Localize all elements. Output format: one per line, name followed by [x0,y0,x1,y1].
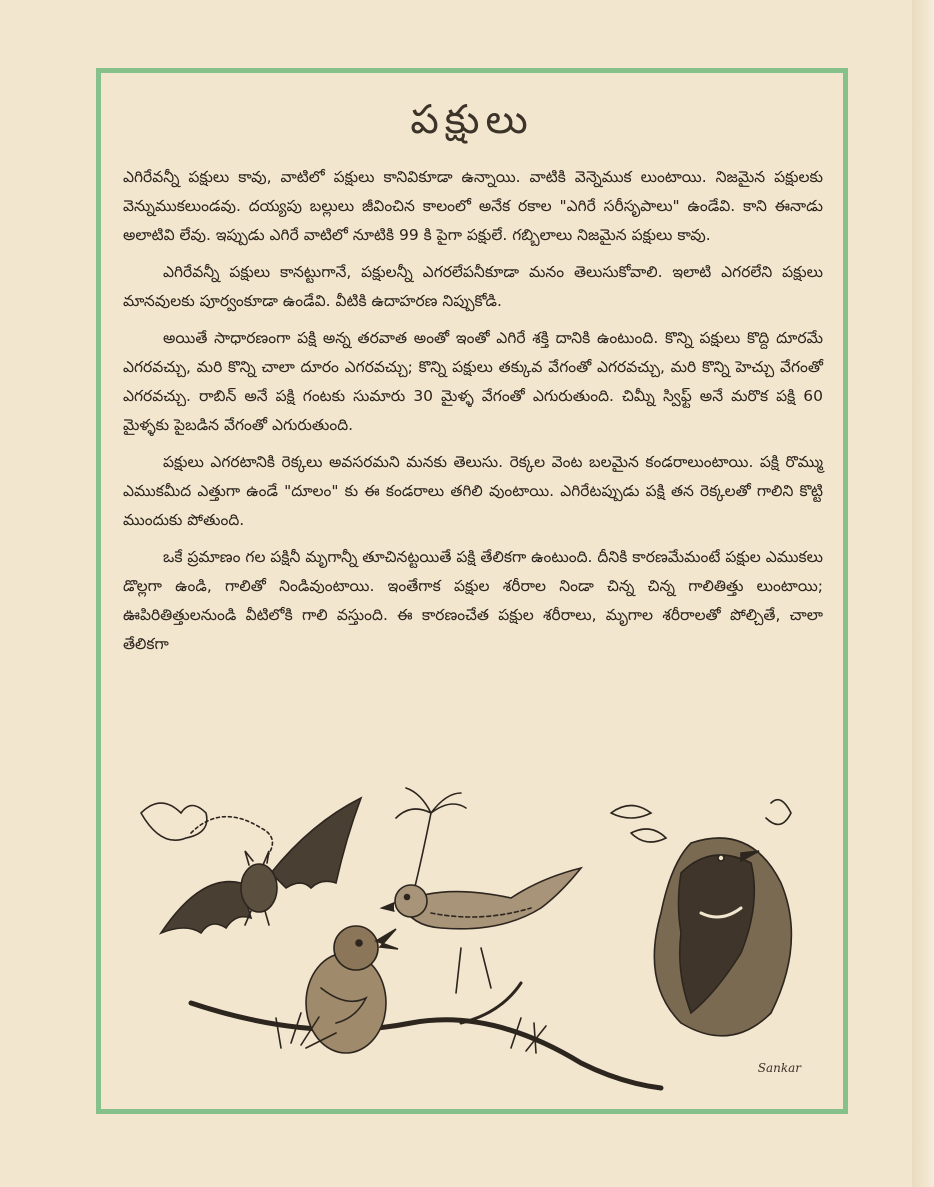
paragraph-5: ఒకే ప్రమాణం గల పక్షినీ మృగాన్నీ తూచినట్టయితే పక్షి తేలికగా ఉంటుంది. దీనికి కారణమేమంటే పక్షుల ఎముకలు డొల్లగా ఉండి, గాలితో నిండివుంటాయి. ఇంతేగాక పక్షుల శరీరాల నిండా చిన్న చిన్న గాలితిత్తు లుంటాయి; ఊపిరితిత్తులనుండి వీటిలోకి గాలి వస్తుంది. ఈ కారణంచేత పక్షుల శరీరాలు, మృగాల శరీరాలతో పోల్చితే, చాలా తేలికగా [123,548,823,653]
bush-icon [141,803,207,840]
bat-icon [161,798,361,933]
branch-icon [191,1003,661,1088]
page-frame [96,68,848,1114]
birds-and-bat-illustration [131,773,821,1093]
artist-signature: Sankar [757,1061,801,1075]
paragraph-1: ఎగిరేవన్నీ పక్షులు కావు, వాటిలో పక్షులు కానివికూడా ఉన్నాయి. వాటికి వెన్నెముక లుంటాయి. నిజమైన పక్షులకు వెన్నుముకలుండవు. దయ్యపు బల్లులు జీవించిన కాలంలో అనేక రకాల "ఎగిరే సరీసృపాలు" ఉండేవి. కాని ఈనాడు అలాటివి లేవు. ఇప్పుడు ఎగిరే వాటిలో నూటికి 99 కి పైగా పక్షులే. గబ్బిలాలు నిజమైన పక్షులు కావు. [123,168,823,244]
paragraph-3: అయితే సాధారణంగా పక్షి అన్న తరవాత అంతో ఇంతో ఎగిరే శక్తి దానికి ఉంటుంది. కొన్ని పక్షులు కొద్ది దూరమే ఎగరవచ్చు, మరి కొన్ని చాలా దూరం ఎగరవచ్చు; కొన్ని పక్షులు తక్కువ వేగంతో ఎగరవచ్చు, మరి కొన్ని హెచ్చు వేగంతో ఎగరవచ్చు. రాబిన్ అనే పక్షి గంటకు సుమారు 30 మైళ్ళ వేగంతో ఎగురుతుంది. చిమ్నీ స్విఫ్ట్ అనే మరొక పక్షి 60 మైళ్ళకు పైబడిన వేగంతో ఎగురుతుంది. [123,329,823,434]
page-title: పక్షులు [410,97,534,143]
paragraph-4: పక్షులు ఎగరటానికి రెక్కలు అవసరమని మనకు తెలుసు. రెక్కల వెంట బలమైన కండరాలుంటాయి. పక్షి రొమ్ము ఎముకమీద ఎత్తుగా ఉండే "దూలం" కు ఈ కండరాలు తగిలి వుంటాయి. ఎగిరేటప్పుడు పక్షి తన రెక్కలతో గాలిని కొట్టి ముందుకు పోతుంది. [123,453,823,529]
paragraph-2: ఎగిరేవన్నీ పక్షులు కానట్టుగానే, పక్షులన్నీ ఎగరలేపనీకూడా మనం తెలుసుకోవాలి. ఇలాటి ఎగరలేని పక్షులు మానవులకు పూర్వంకూడా ఉండేవి. వీటికి ఉదాహరణ నిప్పుకోడి. [123,263,823,310]
article-body [123,163,823,667]
chick-bird-icon [306,926,398,1053]
perched-bird-icon [382,868,581,993]
page-edge [912,0,934,1187]
